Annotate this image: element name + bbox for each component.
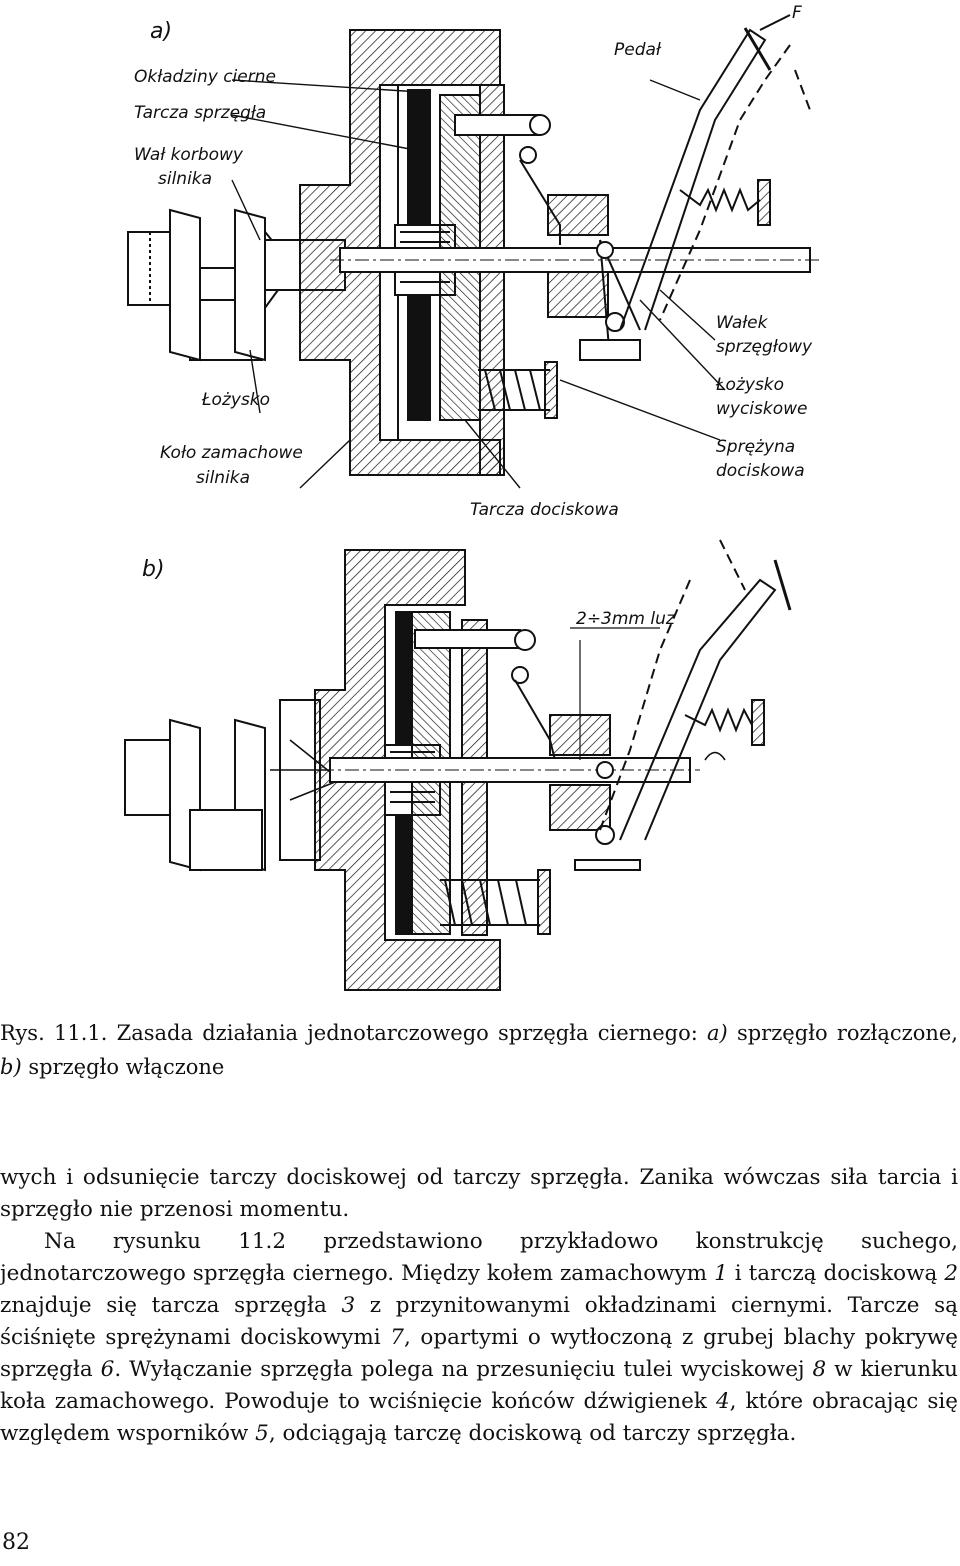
diagram-b <box>125 540 790 990</box>
figure-caption: Rys. 11.1. Zasada działania jednotarczowego sprzęgła ciernego: a) sprzęgło rozłączone, b) sprzęgło włączone <box>0 1021 958 1079</box>
page-number: 82 <box>2 1530 30 1555</box>
label-release-bearing-2: wyciskowe <box>716 399 808 419</box>
label-pressure-spring-1: Sprężyna <box>716 437 796 457</box>
label-clutch-shaft-2: sprzęgłowy <box>716 337 813 357</box>
label-friction-linings: Okładziny cierne <box>134 67 276 87</box>
return-spring-a <box>680 190 760 210</box>
label-play: 2÷3mm luz <box>576 609 675 629</box>
body-text <box>0 1162 958 1450</box>
label-flywheel-1: Koło zamachowe <box>160 443 303 463</box>
paragraph-1: wych i odsunięcie tarczy dociskowej od tarczy sprzęgła. Zanika wówczas siła tarcia i sprzęgło nie przenosi momentu. <box>0 1165 958 1222</box>
label-pressure-plate: Tarcza dociskowa <box>470 500 619 520</box>
label-crankshaft-1: Wał korbowy <box>134 145 243 165</box>
label-pressure-spring-2: dociskowa <box>716 461 805 481</box>
label-clutch-shaft-1: Wałek <box>716 313 768 333</box>
label-pedal: Pedał <box>614 40 661 60</box>
panel-label-a: a) <box>150 19 173 44</box>
label-force: F <box>792 3 802 23</box>
pressure-spring-b <box>440 880 540 925</box>
return-spring-b <box>685 710 752 730</box>
paragraph-2: Na rysunku 11.2 przedstawiono przykładowo konstrukcję suchego, jednotarczowego sprzęgła ciernego. Między kołem zamachowym 1 i tarczą dociskową 2 znajduje się tarcza sprzęgła 3 z przynitowanymi okładzinami ciernymi. Tarcze są ściśnięte sprężynami dociskowymi 7, opartymi o wytłoczoną z grubej blachy pokrywę sprzęgła 6. Wyłączanie sprzęgła polega na przesunięciu tulei wyciskowej 8 w kierunku koła zamachowego. Powoduje to wciśnięcie końców dźwigienek 4, które obracając się względem wsporników 5, odciągają tarczę dociskową od tarczy sprzęgła. <box>0 1229 959 1446</box>
label-clutch-disc: Tarcza sprzęgła <box>134 103 267 123</box>
label-flywheel-2: silnika <box>196 468 251 488</box>
label-bearing: Łożysko <box>202 390 271 410</box>
pedal-a <box>620 30 765 330</box>
label-release-bearing-1: Łożysko <box>716 375 785 395</box>
panel-label-b: b) <box>142 557 165 582</box>
label-crankshaft-2: silnika <box>158 169 213 189</box>
